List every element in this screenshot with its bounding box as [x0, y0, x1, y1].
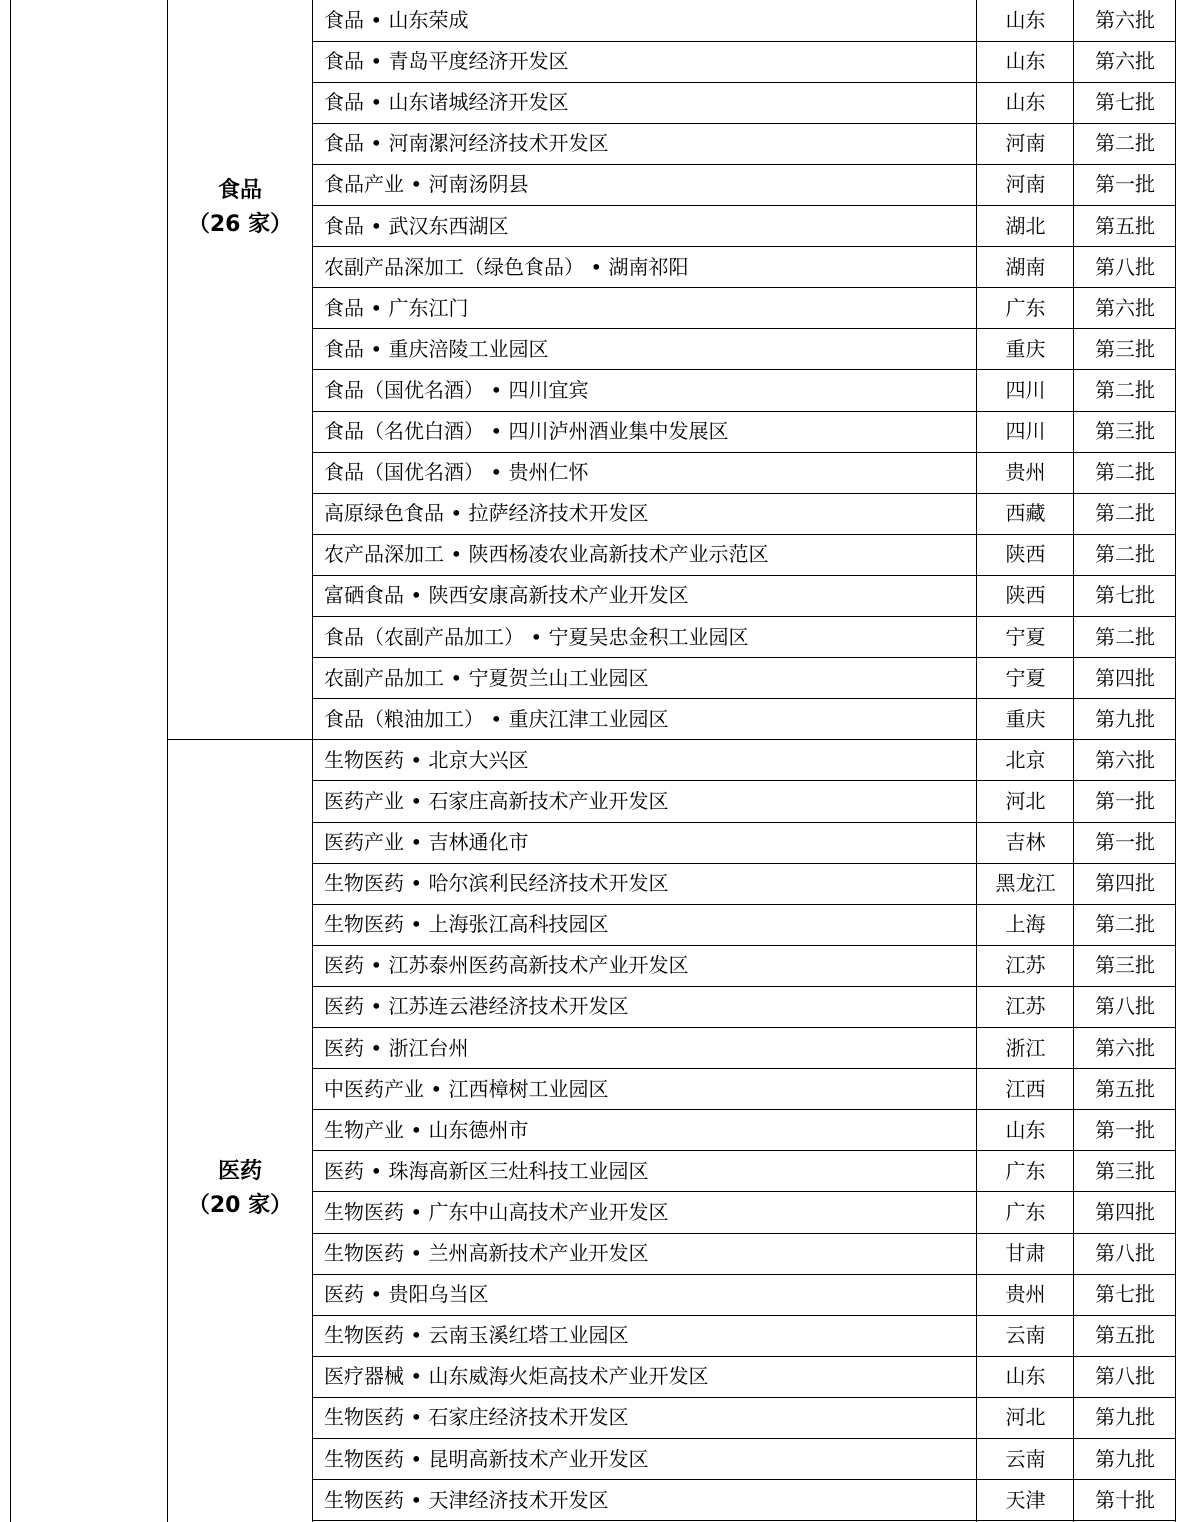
group-divider	[167, 739, 313, 740]
row-divider	[312, 780, 1176, 781]
row-divider	[312, 945, 1176, 946]
province-cell: 广东	[1005, 1199, 1046, 1224]
province-cell: 贵州	[1005, 460, 1046, 485]
category-food-count: （26 家）	[187, 212, 293, 237]
batch-cell: 第一批	[1095, 1117, 1155, 1142]
name-cell: 生物医药 • 兰州高新技术产业开发区	[324, 1241, 649, 1265]
batch-cell: 第二批	[1095, 542, 1155, 567]
name-cell: 食品 • 广东江门	[324, 295, 469, 320]
name-cell: 生物医药 • 上海张江高科技园区	[324, 912, 609, 937]
row-divider	[312, 369, 1176, 370]
table-row	[312, 452, 1176, 493]
province-cell: 河南	[1005, 172, 1046, 197]
row-divider	[312, 1397, 1176, 1398]
name-cell: 生物医药 • 北京大兴区	[324, 747, 529, 772]
table-row	[312, 1233, 1176, 1274]
province-cell: 上海	[1005, 912, 1046, 937]
name-cell: 食品 • 青岛平度经济开发区	[324, 49, 569, 74]
left-border-line	[10, 0, 11, 1522]
row-divider	[312, 822, 1176, 823]
batch-cell: 第八批	[1095, 994, 1155, 1019]
row-divider	[312, 411, 1176, 412]
province-cell: 四川	[1005, 377, 1046, 402]
table-row	[312, 781, 1176, 822]
province-cell: 西藏	[1005, 501, 1046, 526]
name-cell: 农副产品深加工（绿色食品） • 湖南祁阳	[324, 254, 689, 279]
batch-cell: 第五批	[1095, 1076, 1155, 1101]
row-divider	[312, 698, 1176, 699]
province-cell: 天津	[1005, 1487, 1046, 1512]
batch-cell: 第九批	[1095, 1446, 1155, 1471]
name-cell: 食品产业 • 河南汤阴县	[324, 172, 529, 197]
row-divider	[312, 1109, 1176, 1110]
batch-cell: 第七批	[1095, 90, 1155, 115]
batch-cell: 第七批	[1095, 1282, 1155, 1307]
batch-cell: 第四批	[1095, 871, 1155, 896]
name-cell: 医疗器械 • 山东威海火炬高技术产业开发区	[324, 1364, 709, 1389]
table-row	[312, 945, 1176, 986]
table-row	[312, 904, 1176, 945]
batch-cell: 第二批	[1095, 377, 1155, 402]
province-cell: 重庆	[1005, 336, 1046, 361]
batch-cell: 第五批	[1095, 1323, 1155, 1348]
province-cell: 山东	[1005, 1117, 1046, 1142]
name-cell: 食品（国优名酒） • 四川宜宾	[324, 377, 589, 402]
table-row	[312, 534, 1176, 575]
province-cell: 河北	[1005, 1405, 1046, 1430]
name-cell: 食品（农副产品加工） • 宁夏吴忠金积工业园区	[324, 624, 749, 649]
province-cell: 云南	[1005, 1446, 1046, 1471]
batch-cell: 第一批	[1095, 830, 1155, 854]
batch-cell: 第三批	[1095, 953, 1155, 978]
row-divider	[312, 1027, 1176, 1028]
row-divider	[312, 534, 1176, 535]
batch-cell: 第八批	[1095, 1364, 1155, 1389]
batch-cell: 第九批	[1095, 706, 1155, 731]
row-divider	[312, 1438, 1176, 1439]
table-row	[312, 1151, 1176, 1192]
province-cell: 河北	[1005, 788, 1046, 813]
row-divider	[312, 1315, 1176, 1316]
batch-cell: 第三批	[1095, 419, 1155, 443]
batch-cell: 第二批	[1095, 460, 1155, 485]
batch-cell: 第三批	[1095, 1158, 1155, 1183]
row-divider	[312, 1233, 1176, 1234]
batch-cell: 第五批	[1095, 213, 1155, 238]
province-cell: 山东	[1005, 90, 1046, 115]
province-cell: 北京	[1005, 747, 1046, 772]
name-cell: 生物产业 • 山东德州市	[324, 1117, 529, 1142]
row-divider	[312, 1520, 1176, 1521]
row-divider	[312, 1068, 1176, 1069]
table-row	[312, 740, 1176, 781]
name-cell: 农产品深加工 • 陕西杨凌农业高新技术产业示范区	[324, 542, 769, 567]
batch-cell: 第六批	[1095, 49, 1155, 74]
name-cell: 食品（粮油加工） • 重庆江津工业园区	[324, 706, 669, 731]
name-cell: 高原绿色食品 • 拉萨经济技术开发区	[324, 501, 649, 526]
name-cell: 生物医药 • 天津经济技术开发区	[324, 1487, 609, 1512]
category-medicine-count: （20 家）	[187, 1193, 293, 1218]
batch-cell: 第六批	[1095, 295, 1155, 320]
table-row	[312, 1480, 1176, 1521]
name-cell: 医药 • 浙江台州	[324, 1035, 469, 1060]
name-cell: 生物医药 • 广东中山高技术产业开发区	[324, 1199, 669, 1224]
batch-cell: 第二批	[1095, 624, 1155, 649]
row-divider	[312, 1479, 1176, 1480]
row-divider	[312, 575, 1176, 576]
table-row	[312, 370, 1176, 411]
province-cell: 贵州	[1005, 1282, 1046, 1307]
name-cell: 生物医药 • 云南玉溪红塔工业园区	[324, 1323, 629, 1348]
table-row	[312, 288, 1176, 329]
batch-cell: 第四批	[1095, 1199, 1155, 1224]
row-divider	[312, 616, 1176, 617]
batch-cell: 第七批	[1095, 583, 1155, 608]
province-cell: 浙江	[1005, 1035, 1046, 1060]
batch-cell: 第三批	[1095, 336, 1155, 361]
category-food	[168, 174, 312, 242]
name-cell: 医药 • 江苏连云港经济技术开发区	[324, 994, 629, 1019]
province-cell: 湖南	[1005, 254, 1046, 279]
batch-cell: 第九批	[1095, 1405, 1155, 1430]
table-row	[312, 164, 1176, 205]
row-divider	[312, 328, 1176, 329]
row-divider	[312, 904, 1176, 905]
row-divider	[312, 82, 1176, 83]
table-row	[312, 247, 1176, 288]
table-row	[312, 1110, 1176, 1151]
table-row	[312, 863, 1176, 904]
row-divider	[312, 123, 1176, 124]
province-cell: 湖北	[1005, 213, 1046, 238]
table-row	[312, 1069, 1176, 1110]
row-divider	[312, 246, 1176, 247]
table-row	[312, 411, 1176, 452]
batch-cell: 第六批	[1095, 8, 1155, 32]
province-cell: 河南	[1005, 131, 1046, 156]
category-food-title: 食品	[217, 178, 262, 203]
table-row	[312, 0, 1176, 41]
row-divider	[312, 452, 1176, 453]
name-cell: 生物医药 • 石家庄经济技术开发区	[324, 1405, 629, 1430]
table-row	[312, 822, 1176, 863]
province-cell: 云南	[1005, 1323, 1046, 1348]
table-row	[312, 206, 1176, 247]
table-row	[312, 699, 1176, 740]
table-row	[312, 1397, 1176, 1438]
table-row	[312, 1028, 1176, 1069]
table-row	[312, 1356, 1176, 1397]
batch-cell: 第二批	[1095, 912, 1155, 937]
name-cell: 食品（名优白酒） • 四川泸州酒业集中发展区	[324, 419, 729, 443]
name-cell: 食品 • 重庆涪陵工业园区	[324, 336, 549, 361]
table-row	[312, 123, 1176, 164]
name-cell: 医药产业 • 石家庄高新技术产业开发区	[324, 788, 669, 813]
name-cell: 生物医药 • 昆明高新技术产业开发区	[324, 1446, 649, 1471]
row-divider	[312, 164, 1176, 165]
province-cell: 宁夏	[1005, 624, 1046, 649]
batch-cell: 第六批	[1095, 1035, 1155, 1060]
batch-cell: 第八批	[1095, 1241, 1155, 1265]
table-row	[312, 1439, 1176, 1480]
name-cell: 医药 • 江苏泰州医药高新技术产业开发区	[324, 953, 689, 978]
table-row	[312, 658, 1176, 699]
table-row	[312, 1315, 1176, 1356]
province-cell: 山东	[1005, 49, 1046, 74]
batch-cell: 第八批	[1095, 254, 1155, 279]
row-divider	[312, 986, 1176, 987]
name-cell: 食品 • 山东诸城经济开发区	[324, 90, 569, 115]
province-cell: 江西	[1005, 1076, 1046, 1101]
category-medicine-title: 医药	[217, 1159, 262, 1184]
province-cell: 陕西	[1005, 542, 1046, 567]
name-cell: 医药产业 • 吉林通化市	[324, 830, 529, 854]
name-cell: 食品 • 山东荣成	[324, 8, 469, 32]
batch-cell: 第十批	[1095, 1487, 1155, 1512]
row-divider	[312, 41, 1176, 42]
name-cell: 食品 • 武汉东西湖区	[324, 213, 509, 238]
name-cell: 食品 • 河南漯河经济技术开发区	[324, 131, 609, 156]
row-divider	[312, 287, 1176, 288]
row-divider	[312, 205, 1176, 206]
province-cell: 山东	[1005, 1364, 1046, 1389]
name-cell: 中医药产业 • 江西樟树工业园区	[324, 1076, 609, 1101]
table-row	[312, 329, 1176, 370]
table-row	[312, 41, 1176, 82]
province-cell: 陕西	[1005, 583, 1046, 608]
batch-cell: 第二批	[1095, 501, 1155, 526]
province-cell: 广东	[1005, 1158, 1046, 1183]
row-divider	[312, 493, 1176, 494]
batch-cell: 第四批	[1095, 665, 1155, 690]
category-medicine	[168, 1155, 312, 1223]
province-cell: 吉林	[1005, 830, 1046, 854]
row-divider	[312, 1191, 1176, 1192]
province-cell: 江苏	[1005, 953, 1046, 978]
name-cell: 农副产品加工 • 宁夏贺兰山工业园区	[324, 665, 649, 690]
batch-cell: 第六批	[1095, 747, 1155, 772]
row-divider	[312, 1274, 1176, 1275]
province-cell: 宁夏	[1005, 665, 1046, 690]
name-cell: 富硒食品 • 陕西安康高新技术产业开发区	[324, 583, 689, 608]
batch-cell: 第一批	[1095, 172, 1155, 197]
row-divider	[312, 1356, 1176, 1357]
batch-cell: 第二批	[1095, 131, 1155, 156]
table-row	[312, 617, 1176, 658]
row-divider	[312, 657, 1176, 658]
name-cell: 医药 • 贵阳乌当区	[324, 1282, 489, 1307]
province-cell: 重庆	[1005, 706, 1046, 731]
province-cell: 江苏	[1005, 994, 1046, 1019]
table-row	[312, 1192, 1176, 1233]
table-row	[312, 1274, 1176, 1315]
name-cell: 医药 • 珠海高新区三灶科技工业园区	[324, 1158, 649, 1183]
batch-cell: 第一批	[1095, 788, 1155, 813]
row-divider	[312, 863, 1176, 864]
province-cell: 山东	[1005, 8, 1046, 32]
table-row	[312, 986, 1176, 1027]
table-row	[312, 575, 1176, 616]
province-cell: 四川	[1005, 419, 1046, 443]
row-divider	[312, 739, 1176, 740]
province-cell: 黑龙江	[995, 871, 1056, 896]
name-cell: 食品（国优名酒） • 贵州仁怀	[324, 460, 589, 485]
name-cell: 生物医药 • 哈尔滨利民经济技术开发区	[324, 871, 669, 896]
province-cell: 广东	[1005, 295, 1046, 320]
table-row	[312, 493, 1176, 534]
province-cell: 甘肃	[1005, 1241, 1046, 1265]
table-row	[312, 82, 1176, 123]
row-divider	[312, 1150, 1176, 1151]
